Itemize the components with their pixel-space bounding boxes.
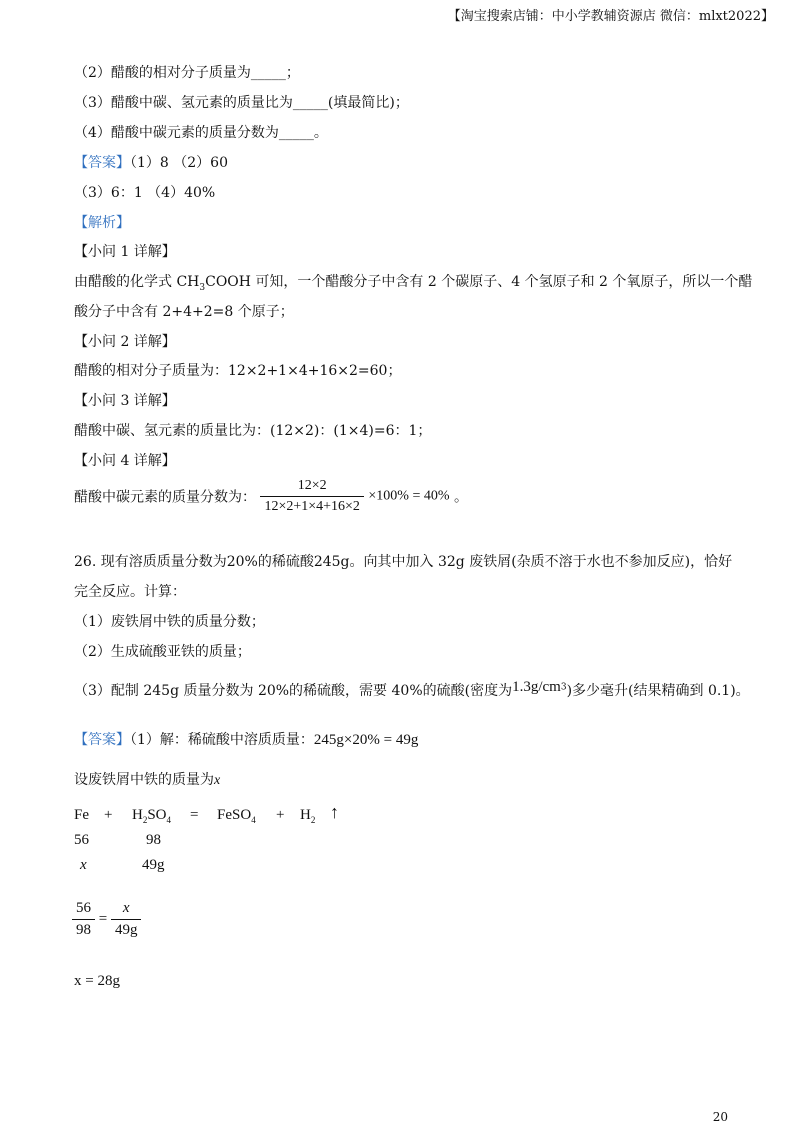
subscript: 2 (310, 815, 316, 825)
sub4-heading: 【小问 4 详解】 (74, 453, 176, 469)
text-part: （3）配制 245g 质量分数为 20%的稀硫酸，需要 40%的硫酸(密度为 (74, 683, 513, 699)
header-shop-info: 【淘宝搜索店铺：中小学教辅资源店 微信：mlxt2022】 (447, 9, 774, 24)
answer-label: 【答案】 (74, 732, 130, 748)
page-number: 20 (712, 1110, 728, 1124)
let-statement (74, 771, 220, 790)
subscript: 4 (166, 815, 172, 825)
period: 。 (453, 489, 468, 506)
equation-h2so4 (132, 806, 171, 829)
equals-sign: = (98, 911, 108, 927)
q26-line2: 完全反应。计算： (74, 584, 186, 600)
solute-calc: 245g×20% = 49g (313, 732, 419, 748)
answer-text: （1）解：稀硫酸中溶质质量： (130, 732, 314, 748)
ratio-equation (72, 900, 141, 939)
q26-part1: （1）废铁屑中铁的质量分数； (74, 614, 265, 630)
gas-arrow-icon: ↑ (330, 802, 339, 822)
fraction-tail: ×100% = 40% (368, 488, 450, 504)
sub1-line1 (74, 273, 752, 297)
sub1-line2: 酸分子中含有 2+4+2=8 个原子； (74, 304, 294, 320)
density-value: 1.3g/cm (512, 679, 561, 695)
superscript: 3 (560, 682, 567, 693)
text-part: 由醋酸的化学式 CH (74, 274, 200, 290)
molar-mass-fe: 56 (74, 832, 89, 848)
text-part: COOH 可知，一个醋酸分子中含有 2 个碳原子、4 个氢原子和 2 个氧原子，所以一个醋 (205, 274, 753, 290)
q25-answer-line2: （3）6：1 （4）40% (74, 185, 216, 201)
subscript: 3 (199, 282, 206, 293)
equation-plus: + (104, 807, 113, 823)
q26-answer (74, 729, 418, 751)
answer-label: 【答案】 (74, 155, 130, 171)
q25-part4: （4）醋酸中碳元素的质量分数为_____。 (74, 125, 328, 141)
q26-part3 (74, 675, 750, 703)
result-line: x = 28g (74, 973, 120, 989)
fraction-numerator: x (111, 900, 142, 920)
fraction-numerator: 56 (72, 900, 95, 920)
analysis-label: 【解析】 (74, 215, 130, 231)
equation-equals: = (190, 807, 199, 823)
equation-plus: + (276, 807, 285, 823)
q25-part3: （3）醋酸中碳、氢元素的质量比为_____(填最简比)； (74, 95, 409, 111)
text-part: )多少毫升(结果精确到 0.1)。 (566, 683, 750, 699)
sub3-heading: 【小问 3 详解】 (74, 393, 176, 409)
mass-fraction (260, 478, 363, 515)
subscript: 2 (142, 815, 148, 825)
subscript: 4 (251, 815, 256, 825)
sub1-heading: 【小问 1 详解】 (74, 244, 176, 260)
answer-text: （1）8 （2）60 (130, 155, 228, 171)
text-part: H (300, 807, 311, 823)
sub2-line: 醋酸的相对分子质量为：12×2+1×4+16×2=60； (74, 363, 402, 379)
text-prefix: 醋酸中碳元素的质量分数为： (74, 489, 256, 506)
text-part: 设废铁屑中铁的质量为 (74, 772, 214, 788)
equation-h2 (300, 806, 315, 829)
mass-h2so4: 49g (142, 857, 165, 873)
unknown-x: x (80, 857, 87, 873)
q26-line1: 26. 现有溶质质量分数为20%的稀硫酸245g。向其中加入 32g 废铁屑(杂质不溶于水也不参加反应)，恰好 (74, 554, 733, 570)
q26-part2: （2）生成硫酸亚铁的质量； (74, 644, 251, 660)
fraction-numerator: 12×2 (260, 478, 363, 497)
fraction-denominator: 98 (76, 922, 91, 938)
sub3-line: 醋酸中碳、氢元素的质量比为：(12×2)：(1×4)=6：1； (74, 423, 432, 439)
sub4-formula (74, 478, 468, 515)
equation-fe: Fe (74, 807, 89, 823)
text-part: FeSO (217, 807, 252, 823)
text-part: SO (147, 807, 167, 823)
equation-feso4 (217, 806, 256, 829)
sub2-heading: 【小问 2 详解】 (74, 334, 176, 350)
text-part: H (132, 807, 143, 823)
ratio-left (72, 900, 95, 939)
fraction-denominator: 49g (114, 922, 138, 938)
q25-part2: （2）醋酸的相对分子质量为_____； (74, 65, 300, 81)
q25-answer-line1 (74, 154, 228, 172)
ratio-right (111, 900, 142, 939)
fraction-denominator: 12×2+1×4+16×2 (264, 499, 360, 514)
molar-mass-h2so4: 98 (146, 832, 161, 848)
variable-x: x (214, 773, 221, 788)
